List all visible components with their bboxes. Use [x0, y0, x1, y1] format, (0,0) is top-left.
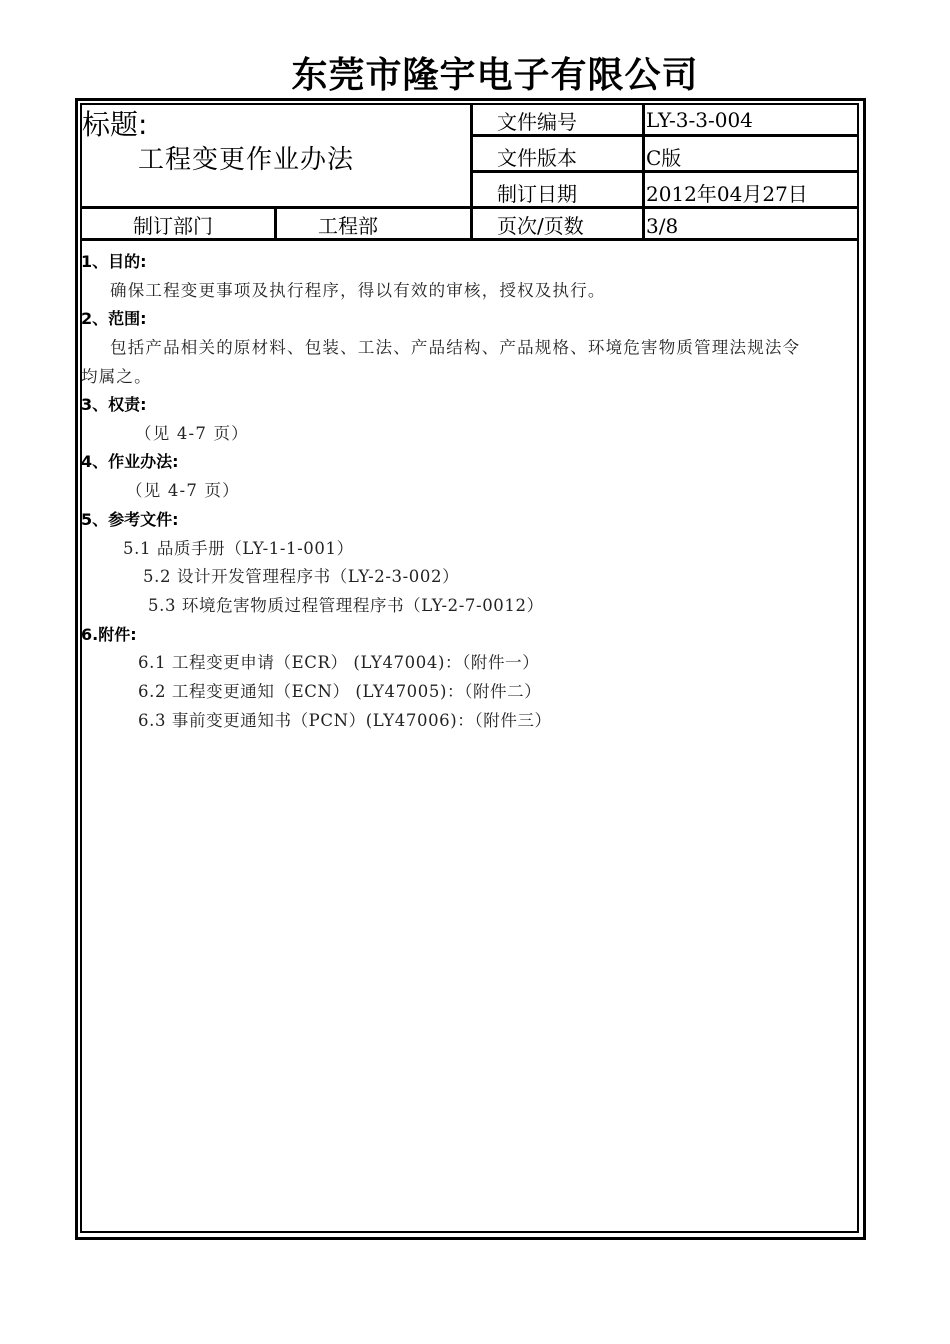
row-divider [472, 134, 857, 137]
document-title: 工程变更作业办法 [138, 145, 355, 175]
doc-version-label: 文件版本 [497, 146, 577, 170]
section-heading-scope: 2、范围: [81, 309, 147, 328]
issue-date-label: 制订日期 [497, 182, 577, 206]
dept-value: 工程部 [318, 214, 378, 238]
col-divider [274, 206, 277, 240]
attachment-item: 6.1 工程变更申请（ECR） (LY47004)：（附件一） [138, 653, 540, 672]
section-text: （见 4-7 页） [135, 424, 249, 443]
section-heading-attachments: 6.附件: [81, 625, 137, 644]
company-name: 东莞市隆宇电子有限公司 [291, 55, 699, 96]
doc-number-label: 文件编号 [497, 110, 577, 134]
title-label: 标题: [82, 108, 148, 141]
reference-item: 5.1 品质手册（LY-1-1-001） [123, 539, 354, 558]
section-heading-purpose: 1、目的: [81, 252, 147, 271]
issue-date-value: 2012年04月27日 [646, 182, 808, 206]
section-text: 均属之。 [81, 367, 152, 386]
section-heading-references: 5、参考文件: [81, 510, 179, 529]
page-count-label: 页次/页数 [497, 214, 584, 238]
section-heading-procedure: 4、作业办法: [81, 452, 179, 471]
row-divider [81, 206, 857, 209]
reference-item: 5.3 环境危害物质过程管理程序书（LY-2-7-0012） [148, 596, 544, 615]
doc-version-value: C版 [646, 146, 682, 170]
attachment-item: 6.2 工程变更通知（ECN） (LY47005)：（附件二） [138, 682, 542, 701]
page-count-value: 3/8 [646, 214, 679, 238]
row-divider [81, 238, 857, 241]
section-text: （见 4-7 页） [126, 481, 240, 500]
doc-number-value: LY-3-3-004 [646, 108, 753, 132]
col-divider [642, 104, 645, 240]
dept-label: 制订部门 [133, 214, 213, 238]
row-divider [472, 170, 857, 173]
section-text: 确保工程变更事项及执行程序，得以有效的审核，授权及执行。 [110, 281, 606, 300]
reference-item: 5.2 设计开发管理程序书（LY-2-3-002） [143, 567, 460, 586]
section-heading-responsibility: 3、权责: [81, 395, 147, 414]
col-divider [470, 104, 473, 240]
section-text: 包括产品相关的原材料、包装、工法、产品结构、产品规格、环境危害物质管理法规法令 [110, 338, 801, 357]
attachment-item: 6.3 事前变更通知书（PCN）(LY47006)：（附件三） [138, 711, 552, 730]
